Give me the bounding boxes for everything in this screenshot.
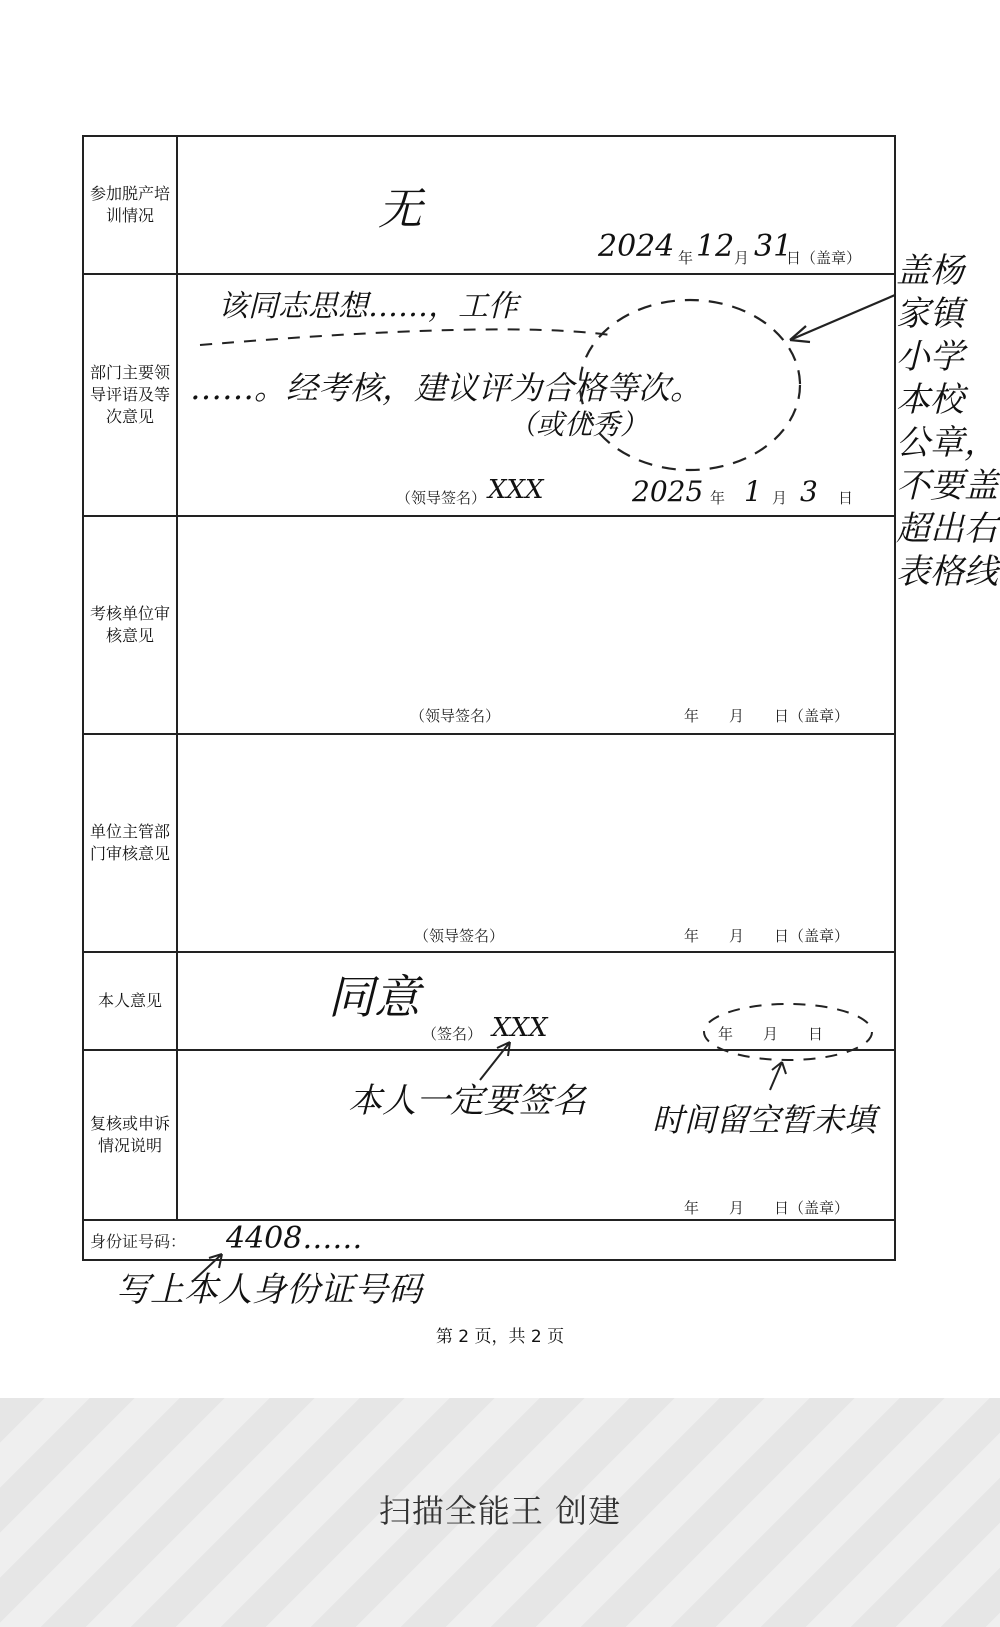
- side-note: 盖杨 家镇 小学 本校 公章， 不要盖 超出右 表格线: [896, 251, 998, 592]
- supervisor-sign-label: （领导签名）: [414, 927, 505, 945]
- label-self: 本人意见: [83, 952, 177, 1050]
- leader-date-day: 3: [800, 475, 818, 508]
- label-training: 参加脱产培训情况: [83, 136, 177, 274]
- leader-date-month: 1: [744, 475, 762, 508]
- self-sign-hand: XXX: [492, 1013, 548, 1043]
- self-answer: 同意: [328, 970, 420, 1024]
- leader-month-label: 月: [772, 489, 788, 507]
- supervisor-date: 年 月 日（盖章）: [684, 927, 850, 945]
- id-note: 写上本人身份证号码: [116, 1270, 422, 1310]
- leader-sign-hand: XXX: [488, 475, 544, 505]
- appeal-date: 年 月 日（盖章）: [684, 1199, 850, 1217]
- row-self: [83, 952, 895, 1050]
- label-review-unit: 考核单位审核意见: [83, 516, 177, 734]
- label-supervisor: 单位主管部门审核意见: [83, 734, 177, 952]
- self-sign-label: （签名）: [422, 1025, 483, 1043]
- cell-training: [177, 136, 895, 274]
- row-appeal: [83, 1050, 895, 1220]
- leader-day-label: 日: [838, 489, 854, 507]
- leader-comment-line2: ……。经考核，建议评为合格等次。: [190, 369, 703, 407]
- row-supervisor: [83, 734, 895, 952]
- leader-comment-line3: （或优秀）: [508, 408, 649, 441]
- leader-year-label: 年: [710, 489, 726, 507]
- training-month: 12: [696, 229, 735, 264]
- row-id: [83, 1220, 895, 1260]
- self-date: 年 月 日: [718, 1025, 824, 1043]
- assessment-form-table: [82, 135, 896, 1261]
- training-month-label: 月: [734, 249, 750, 267]
- cell-leader-comment: [177, 274, 895, 516]
- training-year: 2024: [598, 229, 675, 264]
- cell-self: [177, 952, 895, 1050]
- review-sign-label: （领导签名）: [410, 707, 501, 725]
- label-appeal: 复核或申诉情况说明: [83, 1050, 177, 1220]
- label-leader-comment: 部门主要领导评语及等次意见: [83, 274, 177, 516]
- row-leader-comment: [83, 274, 895, 516]
- training-day: 31: [754, 229, 793, 264]
- row-review-unit: [83, 516, 895, 734]
- watermark-text: 扫描全能王 创建: [378, 1492, 622, 1530]
- training-answer: 无: [378, 184, 422, 235]
- leader-sign-label: （领导签名）: [396, 489, 487, 507]
- cell-id: [83, 1220, 895, 1260]
- leader-comment-line1: 该同志思想……，工作: [218, 289, 518, 324]
- watermark-banner: [0, 1398, 1000, 1627]
- id-value-hand: 4408……: [226, 1221, 363, 1256]
- id-label: 身份证号码：: [90, 1232, 187, 1251]
- leader-date-year: 2025: [632, 475, 704, 508]
- row-training: [83, 136, 895, 274]
- cell-appeal: [177, 1050, 895, 1220]
- review-date: 年 月 日（盖章）: [684, 707, 850, 725]
- appeal-date-note: 时间留空暂未填: [652, 1101, 877, 1139]
- training-seal-label: 日（盖章）: [786, 249, 862, 267]
- page-footer: 第 2 页，共 2 页: [435, 1327, 565, 1347]
- training-year-label: 年: [678, 249, 694, 267]
- cell-review-unit: [177, 516, 895, 734]
- appeal-sign-note: 本人一定要签名: [348, 1081, 586, 1121]
- cell-supervisor: [177, 734, 895, 952]
